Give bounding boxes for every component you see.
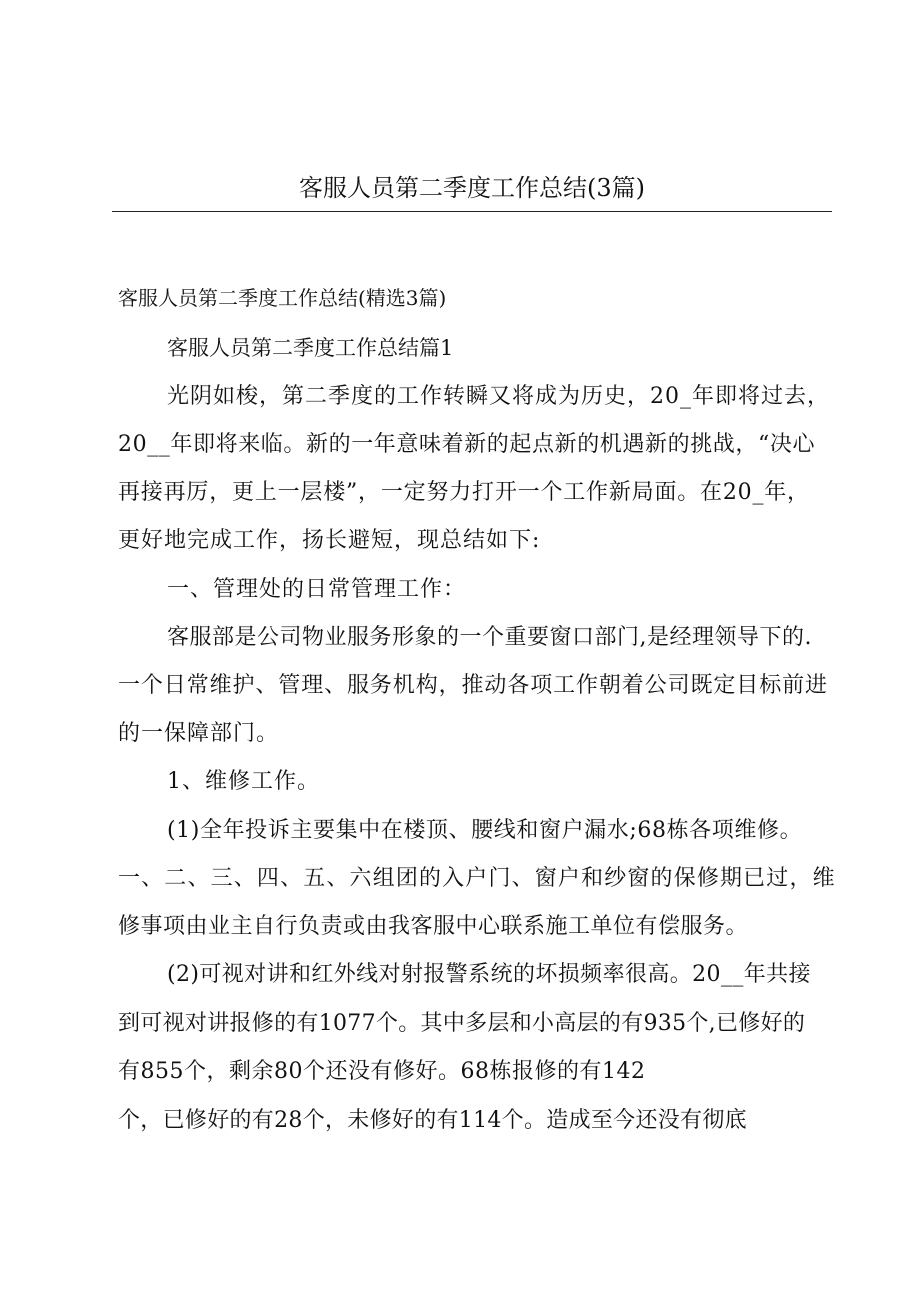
subheading-line: 一、管理处的日常管理工作： [167, 577, 467, 602]
subheading-line: 1、维修工作。 [167, 769, 320, 794]
paragraph-line: (1)全年投诉主要集中在楼顶、腰线和窗户漏水;68栋各项维修。 [167, 818, 803, 843]
paragraph-line: 更好地完成工作，扬长避短，现总结如下: [118, 528, 541, 553]
paragraph-line: 一个日常维护、管理、服务机构，推动各项工作朝着公司既定目标前进 [118, 673, 828, 698]
paragraph-line: 再接再厉，更上一层楼”，一定努力打开一个工作新局面。在20_年， [118, 480, 810, 505]
paragraph-line: 的一保障部门。 [118, 721, 280, 746]
paragraph-line: 20__年即将来临。新的一年意味着新的起点新的机遇新的挑战，“决心 [118, 432, 816, 457]
subtitle-line: 客服人员第二季度工作总结(精选3篇) [118, 286, 447, 310]
paragraph-line: 到可视对讲报修的有1077个。其中多层和小高层的有935个,已修好的 [118, 1011, 806, 1036]
paragraph-line: 修事项由业主自行负责或由我客服中心联系施工单位有偿服务。 [118, 914, 749, 939]
section-heading: 客服人员第二季度工作总结篇1 [167, 336, 454, 360]
paragraph-line: 光阴如梭，第二季度的工作转瞬又将成为历史，20_年即将过去， [167, 384, 830, 409]
paragraph-line: 个，已修好的有28个，未修好的有114个。造成至今还没有彻底 [118, 1108, 747, 1133]
paragraph-line: 有855个，剩余80个还没有修好。68栋报修的有142 [118, 1059, 646, 1084]
paragraph-line: (2)可视对讲和红外线对射报警系统的坏损频率很高。20__年共接 [167, 962, 811, 987]
title-underline [112, 211, 832, 212]
document-title: 客服人员第二季度工作总结(3篇) [299, 174, 645, 202]
paragraph-line: 客服部是公司物业服务形象的一个重要窗口部门,是经理领导下的. [167, 625, 812, 650]
paragraph-line: 一、二、三、四、五、六组团的入户门、窗户和纱窗的保修期已过，维 [118, 866, 836, 891]
